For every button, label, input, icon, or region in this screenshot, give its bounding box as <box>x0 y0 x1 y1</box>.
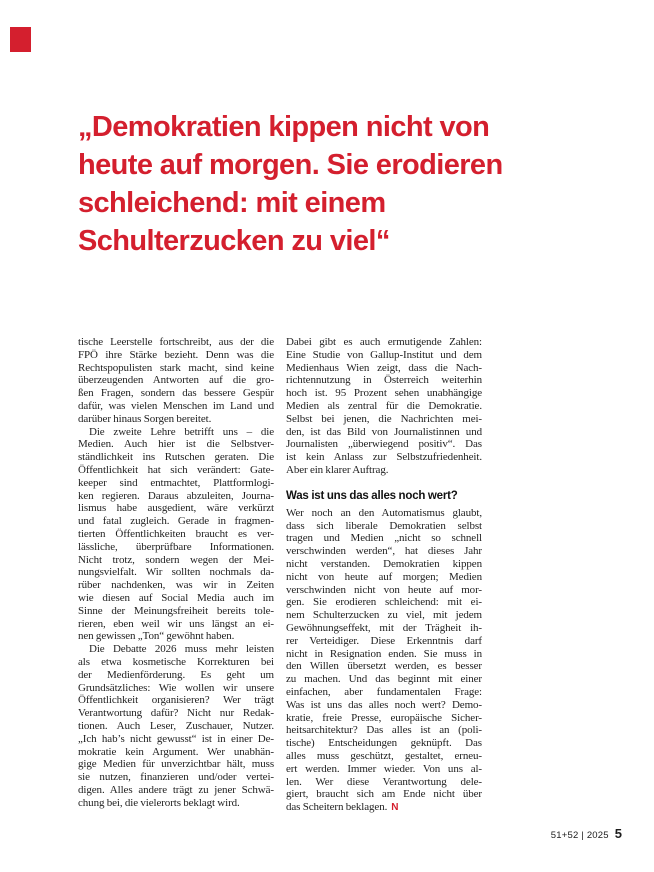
text-line: FPÖ ihre Stärke bezieht. Denn was die <box>78 348 274 361</box>
headline-line: schleichend: mit einem <box>78 187 386 219</box>
text-line: ständlichkeit ins Rutschen geraten. Die <box>78 451 274 464</box>
text-line: Selbst bei jenen, die Nachrichten mei- <box>286 412 482 425</box>
text-line: der Medienförderung. Es geht um <box>78 668 274 681</box>
text-line: tionen. Auch Leser, Zuschauer, Nutzer. <box>78 719 274 732</box>
end-of-article-mark: N <box>391 802 399 814</box>
text-line: als etwa kosmetische Korrekturen bei <box>78 655 274 668</box>
page-footer <box>551 826 622 841</box>
text-line: Eine Studie von Gallup-Institut und dem <box>286 348 482 361</box>
brand-logo-square <box>10 27 31 52</box>
paragraph <box>286 336 482 477</box>
text-line: ßen Fragen, sondern das bessere Gespür <box>78 387 274 400</box>
text-line: Wer noch an den Automatismus glaubt, <box>286 506 482 519</box>
text-line: lismus habe ausgedient, wäre verkürzt <box>78 502 274 515</box>
text-line: überzeugenden Antworten auf die gro- <box>78 374 274 387</box>
text-line: einfachen, aber fundamentalen Frage: <box>286 685 482 698</box>
article-right-column <box>286 336 482 815</box>
text-line: Die Debatte 2026 muss mehr leisten <box>89 643 274 656</box>
text-line: gen. Sie erodieren schleichend: mit ei- <box>286 596 482 609</box>
text-line: chung bei, die vielerorts beklagt wird. <box>78 796 240 809</box>
text-line: richtennutzung in Österreich weiterhin <box>286 374 482 387</box>
pull-quote-headline <box>78 108 583 260</box>
text-line: ken regieren. Daraus abzuleiten, Journa- <box>78 489 274 502</box>
text-line: len. Wer diese Verantwortung dele- <box>286 775 482 788</box>
issue-number: 51+52 | 2025 <box>550 830 609 841</box>
text-line: rer Verteidiger. Diese Erkenntnis darf <box>286 634 482 647</box>
text-line: ist kein Anlass zur Selbstzufriedenheit. <box>286 451 482 464</box>
text-line: Was ist uns das alles noch wert? Demo- <box>286 698 482 711</box>
text-line: rieren, eben weil wir uns längst an ei- <box>78 617 274 630</box>
text-line: nicht in Resignation enden. Sie muss in <box>286 647 482 660</box>
paragraph <box>286 507 482 815</box>
text-line: nen gewissen „Ton“ gewöhnt haben. <box>78 630 235 643</box>
text-line: gige Medien für unverzichtbar hält, muss <box>78 758 274 771</box>
text-line: Gewöhnungseffekt, mit der Trägheit ih- <box>286 621 482 634</box>
text-line: tische Leerstelle fortschreibt, aus der die <box>78 336 274 348</box>
text-line: sie nutzen, finanzieren und/oder vertei- <box>78 771 274 784</box>
text-line: tierten Öffentlichkeiten braucht es ver- <box>78 527 274 540</box>
text-line: alles muss geschützt, gestaltet, erneu- <box>286 749 482 762</box>
text-line: „Ich hab’s nicht gewusst“ ist in einer De- <box>78 732 274 745</box>
text-line: Journalisten „überwiegend positiv“. Das <box>286 438 482 451</box>
text-line: das Scheitern beklagen. N <box>286 801 399 814</box>
text-line: hoch ist. 95 Prozent sehen unabhängige <box>286 387 482 400</box>
text-line: und fatal zugleich. Gerade in fragmen- <box>78 515 274 528</box>
headline-line: Schulterzucken zu viel“ <box>78 225 390 257</box>
paragraph <box>78 643 274 809</box>
text-line: Nicht trotz, sondern wegen der Mei- <box>78 553 274 566</box>
text-line: Rechtspopulisten stark macht, sind keine <box>78 361 274 374</box>
text-line: tragen und Medien „nicht so schnell <box>286 532 482 545</box>
text-line: Verantwortung dafür? Nicht nur Redak- <box>78 707 274 720</box>
text-line: den Willen übersetzt werden, es besser <box>286 660 482 673</box>
text-line: Aber ein klarer Auftrag. <box>286 463 389 476</box>
text-line: nicht von heute auf morgen; Medien <box>286 570 482 583</box>
text-line: wie diesen auf Social Media auch im <box>78 591 274 604</box>
text-line: verschwinden werden“, hat dieses Jahr <box>286 545 482 558</box>
text-line: ert werden. Immer wieder. Von uns al- <box>286 762 482 775</box>
text-line: nicht verstanden. Demokratien kippen <box>286 557 482 570</box>
paragraph <box>78 426 274 644</box>
text-line: darüber hinaus Sorgen bereitet. <box>78 412 212 425</box>
paragraph <box>78 336 274 426</box>
text-line: Grundsätzliches: Wie wollen wir unsere <box>78 681 274 694</box>
text-line: Öffentlichkeit hat sich verändert: Gate- <box>78 463 274 476</box>
headline-line: „Demokratien kippen nicht von <box>78 111 490 143</box>
headline-line: heute auf morgen. Sie erodieren <box>78 149 503 181</box>
text-line: Öffentlichkeit organisieren? Wer trägt <box>78 694 274 707</box>
text-line: kratie, freie Presse, europäische Sicher- <box>286 711 482 724</box>
text-line: nem Schulterzucken zu viel, mit jedem <box>286 609 482 622</box>
text-line: tische) Entscheidungen geknüpft. Das <box>286 737 482 750</box>
text-line: zu machen. Und das beginnt mit einer <box>286 673 482 686</box>
text-line: keeper sind entmachtet, Plattformlogi- <box>78 476 274 489</box>
text-line: verschwinden nicht von heute auf mor- <box>286 583 482 596</box>
text-line: Medienhaus Wien zeigt, dass die Nach- <box>286 361 482 374</box>
text-line: nungsvielfalt. Wir sollten nochmals da- <box>78 566 274 579</box>
text-line: mokratie kein Argument. Wer unabhän- <box>78 745 274 758</box>
text-line: giert, braucht sich am Ende nicht über <box>286 788 482 801</box>
text-line: Sinne der Meinungsfreiheit bereits tole- <box>78 604 274 617</box>
text-line: den, ist das Bild von Journalistinnen und <box>286 425 482 438</box>
text-line: heitsarchitektur? Das alles ist an (poli- <box>286 724 482 737</box>
text-line: dafür, was vielen Menschen im Land und <box>78 399 274 412</box>
text-line: lässliche, überprüfbare Informationen. <box>78 540 274 553</box>
text-line: Dabei gibt es auch ermutigende Zahlen: <box>286 336 482 348</box>
text-line: Die zweite Lehre betrifft uns – die <box>89 425 274 438</box>
text-line: digen. Alles andere trägt zu jener Schwä- <box>78 783 274 796</box>
text-line: Medien als zentral für die Demokratie. <box>286 399 482 412</box>
text-line: Medien. Auch hier ist die Selbstver- <box>78 438 274 451</box>
article-body <box>78 336 482 815</box>
text-line: rüber nachdenken, was wir in Zeiten <box>78 579 274 592</box>
article-left-column <box>78 336 274 815</box>
text-line: dass sich liberale Demokratien selbst <box>286 519 482 532</box>
page-number: 5 <box>614 826 622 841</box>
section-subhead: Was ist uns das alles noch wert? <box>286 489 458 502</box>
